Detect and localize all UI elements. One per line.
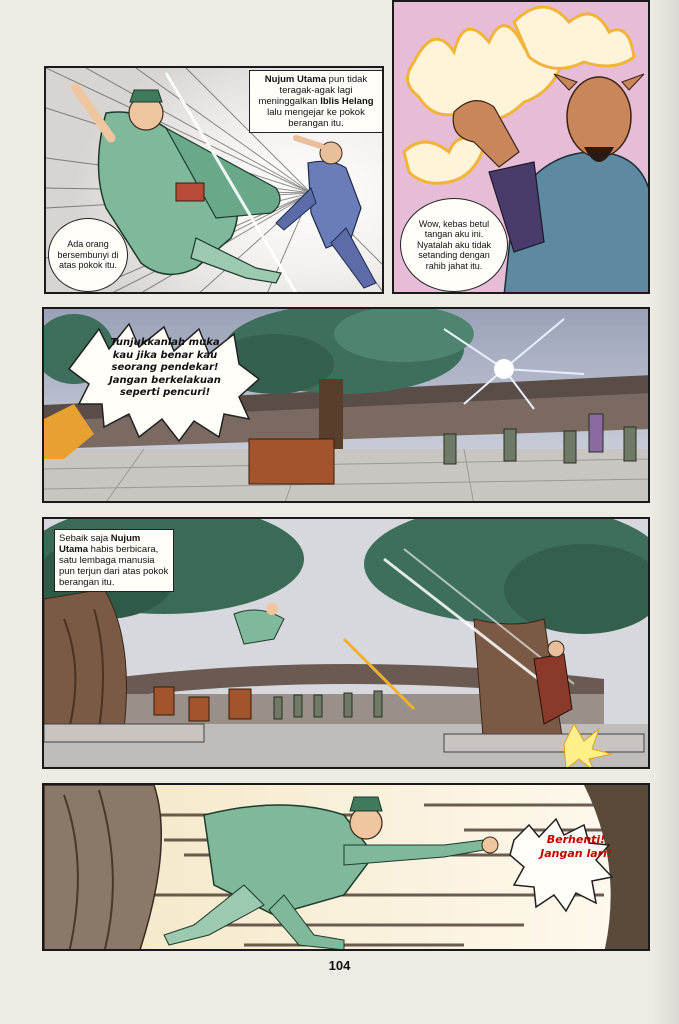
caption-name-1: Nujum Utama [59, 533, 141, 555]
comic-panel-2 [392, 0, 650, 294]
page-edge-shadow [651, 0, 679, 1024]
courtyard-floor [44, 449, 650, 503]
panel-5-artwork [44, 785, 650, 951]
shout-text: Tunjukkanlah muka kau jika benar kau seorang pendekar! Jangan berkelakuan seperti pencuri! [109, 337, 221, 398]
caption-name-2: Iblis Helang [320, 96, 374, 107]
comic-panel-4 [42, 517, 650, 769]
narration-caption [54, 529, 174, 592]
page-number: 104 [328, 958, 351, 973]
speech-text: Wow, kebas betul tangan aku ini. Nyatalah aku tidak setanding dengan rahib jahat itu. [416, 218, 492, 271]
comic-panel-1 [44, 66, 384, 294]
speech-bubble [48, 218, 128, 292]
shout-text: Berhenti! Jangan lari! [540, 833, 612, 860]
speech-bubble [400, 198, 508, 292]
caption-text-1: Sebaik saja [59, 533, 111, 544]
caption-text-1: pun tidak teragak-agak lagi meninggalkan [258, 74, 368, 107]
caption-name-1: Nujum Utama [264, 74, 327, 85]
speech-text: Ada orang bersembunyi di atas pokok itu. [57, 239, 119, 271]
narration-caption [249, 70, 383, 133]
tree-trunk [44, 785, 161, 951]
wooden-chairs [249, 439, 334, 484]
comic-panel-3 [42, 307, 650, 503]
caption-text-2: habis berbicara, satu lembaga manusia pun terjun dari atas pokok berangan itu. [59, 544, 169, 588]
comic-panel-5 [42, 783, 650, 951]
caption-text-2: lalu mengejar ke pokok berangan itu. [267, 107, 365, 129]
